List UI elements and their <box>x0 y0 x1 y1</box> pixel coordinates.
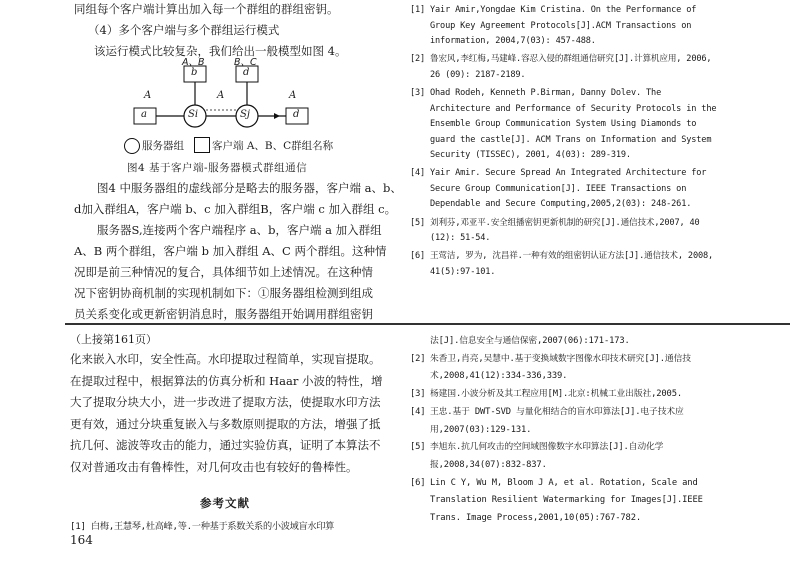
legend-circle-icon <box>124 138 140 154</box>
reference-item <box>410 249 722 280</box>
body-line: 在提取过程中，根据算法的仿真分析和 Haar 小波的特性，增 <box>70 373 383 388</box>
reference-number: [1] <box>410 5 426 15</box>
reference-item <box>410 475 730 528</box>
reference-text: Yair Amir,Yongdae Kim Cristina. On the Performance of Group Key Agreement Protocols[J].ACM Transactions on information, 2004,7(03): 457-488. <box>430 5 697 46</box>
reference-number: [6] <box>410 477 426 488</box>
figure-legend <box>124 137 384 155</box>
reference-number: [3] <box>410 88 426 99</box>
reference-item <box>410 216 722 247</box>
body-line: 化来嵌入水印，安全性高。水印提取过程简单，实现盲提取。 <box>70 352 381 366</box>
reference-text: 法[J].信息安全与通信保密,2007(06):171-173. <box>430 336 630 346</box>
reference-number: [5] <box>410 217 426 228</box>
edge-label-right: A <box>289 90 297 101</box>
body-line: 同组每个客户端计算出加入每一个群组的群组密钥。 <box>74 2 339 16</box>
box-d2-label: d <box>293 109 300 120</box>
legend-server-label: 服务器组 <box>142 140 184 152</box>
reference-number: [4] <box>410 406 426 417</box>
reference-item <box>410 439 730 474</box>
reference-number: [3] <box>410 389 426 400</box>
reference-number: [2] <box>410 54 426 65</box>
body-line: 仅对普通攻击有鲁棒性，对几何攻击也有较好的鲁棒性。 <box>70 459 358 474</box>
top-right-references <box>410 3 722 283</box>
edge-label-mid: A <box>217 90 225 101</box>
body-line: 抗几何、滤波等攻击的能力，通过实验仿真，证明了本算法不 <box>70 438 381 452</box>
reference-number: [2] <box>410 353 426 364</box>
bottom-right-references <box>410 333 730 528</box>
paragraph-line: 图4 中服务器组的虚线部分是略去的服务器，客户端 a、b、 <box>97 181 402 195</box>
bottom-left-column <box>70 331 400 478</box>
reference-item <box>410 166 722 213</box>
paragraph-line: A、B 两个群组，客户端 b 加入群组 A、C 两个群组。这种情 <box>74 244 387 258</box>
body-line: 更有效，通过分块重复嵌入与多数原则提取的方法，增强了抵 <box>70 416 381 431</box>
reference-item <box>410 351 730 386</box>
reference-item <box>410 333 730 351</box>
reference-number: [4] <box>410 168 426 179</box>
server-left-label: Si <box>188 109 199 120</box>
reference-text: Lin C Y, Wu M, Bloom J A, et al. Rotation, Scale and Translation Resilient Watermarking for Images[J].IEEE Trans. Image Process,2001,10(05):767-782. <box>430 477 703 524</box>
reference-item <box>410 3 722 50</box>
paragraph-line: 况下密钥协商机制的实现机制如下：①服务器组检测到组成 <box>74 286 373 300</box>
section-divider <box>65 323 790 325</box>
legend-client-label: 客户端 A、B、C群组名称 <box>212 140 334 152</box>
top-left-paragraph <box>74 178 402 325</box>
reference-item <box>410 386 730 404</box>
legend-square-icon <box>194 137 210 153</box>
paragraph-line: 员关系变化或更新密钥消息时，服务器组开始调用群组密钥 <box>74 307 373 321</box>
reference-item <box>410 86 722 164</box>
reference-text: 王莺洁, 罗为, 沈昌祥.一种有效的组密钥认证方法[J].通信技术, 2008, 41(5):97-101. <box>430 251 714 277</box>
top-label-left: A、B <box>182 57 205 68</box>
reference-item <box>410 52 722 83</box>
reference-text: 刘利芬,邓亚平.安全组播密钥更新机制的研究[J].通信技术,2007, 40 (12): 51-54. <box>430 217 700 244</box>
box-d-label: d <box>243 67 250 78</box>
reference-text: Ohad Rodeh, Kenneth P.Birman, Danny Dolev. The Architecture and Performance of Security Protocols in the Ensemble Group Communication System Using Diamonds to guard the castle[J]. ACM Trans on Information and System Security (TISSEC), 2001, 4(03): 289-319. <box>430 88 717 161</box>
reference-number: [5] <box>410 442 426 453</box>
references-heading: 参考文献 <box>200 496 250 510</box>
figure-caption: 图4 基于客户端-服务器模式群组通信 <box>127 162 308 174</box>
continued-note: （上接第161页） <box>70 333 157 346</box>
box-a-label: a <box>141 109 147 120</box>
top-label-right: B、C <box>234 57 257 68</box>
reference-number: [6] <box>410 251 426 262</box>
paragraph-line: 况即是前三种情况的复合，具体细节如上述情况。在这种情 <box>74 265 373 279</box>
paragraph-line: 服务器S,连接两个客户端程序 a、b，客户端 a 加入群组 <box>97 223 382 237</box>
paragraph-line: d加入群组A，客户端 b、c 加入群组B，客户端 c 加入群组 c。 <box>74 202 397 216</box>
reference-text: 朱香卫,肖亮,吴慧中.基于变换域数字图像水印技术研究[J].通信技术,2008,41(12):334-336,339. <box>430 353 691 382</box>
box-b-label: b <box>191 67 198 78</box>
page-number: 164 <box>70 533 93 547</box>
arrow-head <box>274 113 280 119</box>
body-line: 该运行模式比较复杂，我们给出一般模型如图 4。 <box>94 44 347 58</box>
server-right-label: Sj <box>240 109 250 120</box>
edge-label-left: A <box>144 90 152 101</box>
reference-text: Yair Amir. Secure Spread An Integrated Architecture for Secure Group Communication[J]. IEEE Transactions on Dependable and Secure Computing,2005,2(03): 248-261. <box>430 168 707 210</box>
top-left-column <box>74 0 394 62</box>
reference-text: 鲁宏风,李红梅,马建峰.容忍入侵的群组通信研究[J].计算机应用, 2006, 26 (09): 2187-2189. <box>430 54 712 80</box>
reference-text: 王忠.基于 DWT-SVD 与量化相结合的盲水印算法[J].电子技术应用,2007(03):129-131. <box>430 406 684 435</box>
reference-text: 李旭东.抗几何攻击的空间域图像数字水印算法[J].自动化学报,2008,34(07):832-837. <box>430 442 664 470</box>
reference-item <box>410 404 730 439</box>
body-line: 大了提取分块大小，进一步改进了提取方法，使提取水印方法 <box>70 395 381 409</box>
reference-text: 杨建国.小波分析及其工程应用[M].北京:机械工业出版社,2005. <box>430 389 682 400</box>
section-heading: （4）多个客户端与多个群组运行模式 <box>88 23 280 37</box>
reference-item-1: [1] 白梅,王慧琴,杜高峰,等.一种基于系数关系的小波域盲水印算 <box>70 521 335 532</box>
